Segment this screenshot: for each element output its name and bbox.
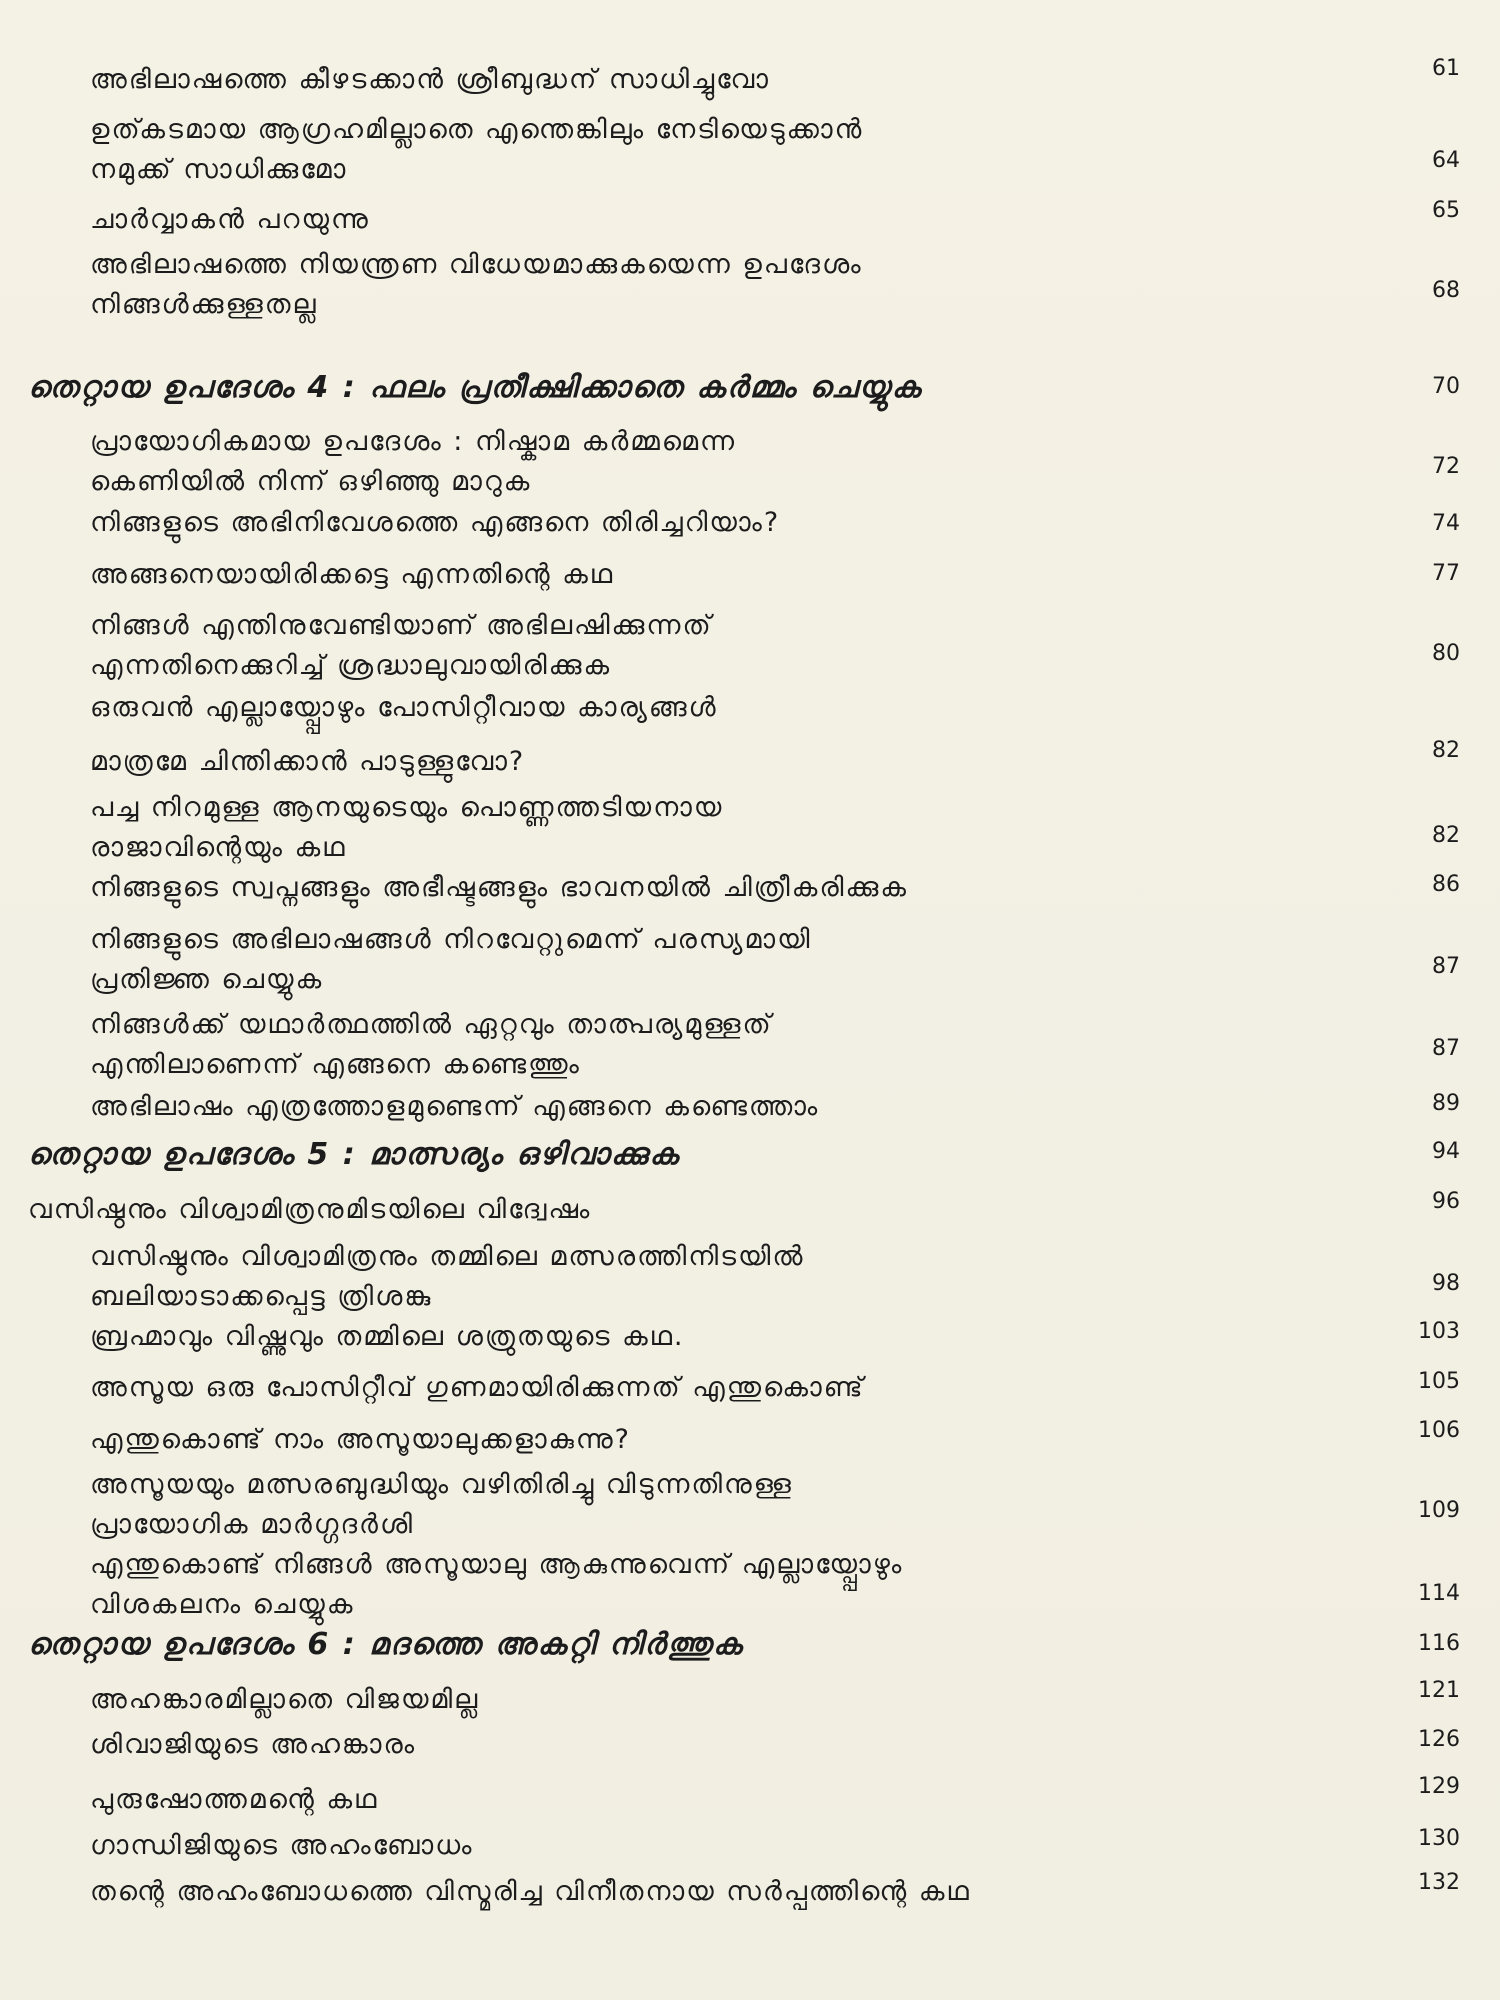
- toc-page-number: 105: [1418, 1369, 1460, 1394]
- toc-entry-title: [90, 1317, 685, 1357]
- toc-page-number: 109: [1418, 1498, 1460, 1523]
- toc-entry-line: അഭിലാഷത്തെ കീഴടക്കാൻ ശ്രീബുദ്ധന് സാധിച്ചുവോ: [90, 64, 770, 95]
- toc-entry-line: എന്തുകൊണ്ട് നാം അസൂയാലുക്കളാകുന്നു?: [90, 1424, 631, 1455]
- toc-entry-line: ഗാന്ധിജിയുടെ അഹംബോധം: [90, 1830, 474, 1861]
- toc-entry-line: നിങ്ങളുടെ അഭിലാഷങ്ങൾ നിറവേറ്റുമെന്ന് പരസ്യമായി: [90, 924, 812, 955]
- toc-entry-line: ശിവാജിയുടെ അഹങ്കാരം: [90, 1729, 417, 1760]
- toc-entry-title: [90, 788, 723, 868]
- toc-entry-title: [90, 503, 780, 543]
- toc-entry-title: [90, 245, 863, 325]
- toc-entry-line: അഹങ്കാരമില്ലാതെ വിജയമില്ല: [90, 1684, 480, 1715]
- toc-entry-line: ഉത്കടമായ ആഗ്രഹമില്ലാതെ എന്തെങ്കിലും നേടിയെടുക്കാൻ: [90, 114, 864, 145]
- toc-page-number: 77: [1432, 561, 1460, 586]
- toc-entry-line: ഒരുവൻ എല്ലായ്പ്പോഴും പോസിറ്റീവായ കാര്യങ്ങൾ: [90, 692, 718, 723]
- toc-page-number: 61: [1432, 56, 1460, 81]
- toc-entry-title: [90, 1725, 416, 1765]
- toc-entry-line: അസൂയയും മത്സരബുദ്ധിയും വഴിതിരിച്ചു വിടുന്നതിനുള്ള: [90, 1469, 793, 1500]
- toc-page-number: 87: [1432, 1036, 1460, 1061]
- toc-page-number: 106: [1418, 1418, 1460, 1443]
- toc-entry-title: [90, 688, 718, 728]
- toc-entry-title: [90, 555, 614, 595]
- toc-entry-line: ചാർവ്വാകൻ പറയുന്നു: [90, 204, 370, 235]
- toc-entry-title: [90, 200, 370, 240]
- toc-entry-title: [90, 920, 811, 1000]
- toc-entry-line: വിശകലനം ചെയ്യുക: [90, 1589, 355, 1620]
- toc-entry-line: മാത്രമേ ചിന്തിക്കാൻ പാടുള്ളുവോ?: [90, 746, 526, 777]
- toc-entry-line: ബ്രഹ്മാവും വിഷ്ണുവും തമ്മിലെ ശത്രുതയുടെ കഥ.: [90, 1321, 685, 1352]
- toc-page-number: 98: [1432, 1271, 1460, 1296]
- toc-entry-title: [90, 606, 713, 686]
- toc-entry-line: എന്നതിനെക്കുറിച്ച് ശ്രദ്ധാലുവായിരിക്കുക: [90, 650, 612, 681]
- toc-entry-title: [90, 1465, 793, 1545]
- toc-page-number: 72: [1432, 454, 1460, 479]
- toc-page-number: 132: [1418, 1870, 1460, 1895]
- toc-entry-line: നമുക്ക് സാധിക്കുമോ: [90, 154, 348, 185]
- toc-page-number: 130: [1418, 1826, 1460, 1851]
- toc-entry-title: [90, 1545, 903, 1625]
- toc-entry-line: ബലിയാടാക്കപ്പെട്ട ത്രിശങ്കു: [90, 1281, 433, 1312]
- toc-entry-title: [90, 422, 736, 502]
- toc-page-number: 87: [1432, 954, 1460, 979]
- toc-entry-title: [28, 1135, 680, 1175]
- toc-entry-title: [90, 1680, 479, 1720]
- toc-entry-title: [28, 1190, 591, 1230]
- toc-entry-line: നിങ്ങളുടെ അഭിനിവേശത്തെ എങ്ങനെ തിരിച്ചറിയാം?: [90, 507, 781, 538]
- toc-page-number: 68: [1432, 278, 1460, 303]
- toc-entry-line: തെറ്റായ ഉപദേശം 6 : മദത്തെ അകറ്റി നിർത്തുക: [28, 1627, 744, 1662]
- toc-entry-title: [90, 110, 863, 190]
- toc-page-number: 103: [1418, 1319, 1460, 1344]
- toc-page-number: 129: [1418, 1774, 1460, 1799]
- toc-page-number: 82: [1432, 823, 1460, 848]
- toc-entry-line: തന്റെ അഹംബോധത്തെ വിസ്മരിച്ച വിനീതനായ സർപ്പത്തിന്റെ കഥ: [90, 1876, 971, 1907]
- toc-page-number: 82: [1432, 738, 1460, 763]
- toc-page-number: 70: [1432, 374, 1460, 399]
- toc-page-number: 86: [1432, 872, 1460, 897]
- toc-entry-line: വസിഷ്ഠനും വിശ്വാമിത്രനും തമ്മിലെ മത്സരത്തിനിടയിൽ: [90, 1241, 805, 1272]
- toc-entry-line: പുരുഷോത്തമന്റെ കഥ: [90, 1784, 379, 1815]
- toc-entry-title: [28, 368, 922, 408]
- toc-entry-line: പ്രായോഗിക മാർഗ്ഗദർശി: [90, 1509, 414, 1540]
- toc-entry-line: തെറ്റായ ഉപദേശം 4 : ഫലം പ്രതീക്ഷിക്കാതെ കർമ്മം ചെയ്യുക: [28, 370, 923, 405]
- toc-entry-title: [90, 60, 770, 100]
- toc-entry-title: [90, 1087, 819, 1127]
- toc-page-number: 96: [1432, 1189, 1460, 1214]
- toc-entry-line: കെണിയിൽ നിന്ന് ഒഴിഞ്ഞു മാറുക: [90, 466, 532, 497]
- toc-entry-line: പ്രായോഗികമായ ഉപദേശം : നിഷ്കാമ കർമ്മമെന്ന: [90, 426, 737, 457]
- toc-entry-title: [90, 1420, 631, 1460]
- toc-entry-line: നിങ്ങൾക്ക് യഥാർത്ഥത്തിൽ ഏറ്റവും താത്പര്യമുള്ളത്: [90, 1009, 773, 1040]
- toc-page-number: 121: [1418, 1678, 1460, 1703]
- toc-page-number: 74: [1432, 511, 1460, 536]
- toc-entry-line: അഭിലാഷം എത്രത്തോളമുണ്ടെന്ന് എങ്ങനെ കണ്ടെത്താം: [90, 1091, 820, 1122]
- toc-entry-title: [90, 1872, 971, 1912]
- toc-entry-line: അങ്ങനെയായിരിക്കട്ടെ എന്നതിന്റെ കഥ: [90, 559, 615, 590]
- toc-entry-title: [90, 1780, 378, 1820]
- toc-entry-line: അഭിലാഷത്തെ നിയന്ത്രണ വിധേയമാക്കുകയെന്ന ഉപദേശം: [90, 249, 863, 280]
- toc-entry-line: തെറ്റായ ഉപദേശം 5 : മാത്സര്യം ഒഴിവാക്കുക: [28, 1137, 680, 1172]
- toc-entry-title: [90, 1826, 474, 1866]
- toc-entry-line: അസൂയ ഒരു പോസിറ്റീവ് ഗുണമായിരിക്കുന്നത് എന്തുകൊണ്ട്: [90, 1372, 865, 1403]
- toc-entry-line: രാജാവിന്റെയും കഥ: [90, 832, 347, 863]
- toc-entry-line: നിങ്ങളുടെ സ്വപ്നങ്ങളും അഭീഷ്ടങ്ങളും ഭാവനയിൽ ചിത്രീകരിക്കുക: [90, 872, 909, 903]
- toc-page-number: 64: [1432, 148, 1460, 173]
- toc-entry-title: [90, 742, 525, 782]
- toc-page-number: 80: [1432, 641, 1460, 666]
- toc-entry-line: പച്ച നിറമുള്ള ആനയുടെയും പൊണ്ണത്തടിയനായ: [90, 792, 724, 823]
- toc-entry-title: [90, 1005, 773, 1085]
- toc-page-number: 114: [1418, 1581, 1460, 1606]
- toc-entry-line: നിങ്ങൾക്കുള്ളതല്ല: [90, 289, 318, 320]
- toc-entry-line: നിങ്ങൾ എന്തിനുവേണ്ടിയാണ് അഭിലഷിക്കുന്നത്: [90, 610, 713, 641]
- toc-page-number: 65: [1432, 198, 1460, 223]
- toc-page-number: 116: [1418, 1631, 1460, 1656]
- toc-entry-line: എന്തിലാണെന്ന് എങ്ങനെ കണ്ടെത്തും: [90, 1049, 581, 1080]
- toc-page-number: 126: [1418, 1727, 1460, 1752]
- toc-entry-title: [28, 1625, 744, 1665]
- toc-entry-title: [90, 1237, 804, 1317]
- toc-entry-title: [90, 868, 908, 908]
- toc-page-number: 94: [1432, 1139, 1460, 1164]
- toc-entry-title: [90, 1368, 865, 1408]
- toc-entry-line: പ്രതിജ്ഞ ചെയ്യുക: [90, 964, 324, 995]
- toc-entry-line: വസിഷ്ഠനും വിശ്വാമിത്രനുമിടയിലെ വിദ്വേഷം: [28, 1194, 592, 1225]
- toc-page-number: 89: [1432, 1091, 1460, 1116]
- toc-entry-line: എന്തുകൊണ്ട് നിങ്ങൾ അസൂയാലു ആകുന്നുവെന്ന് എല്ലായ്പ്പോഴും: [90, 1549, 904, 1580]
